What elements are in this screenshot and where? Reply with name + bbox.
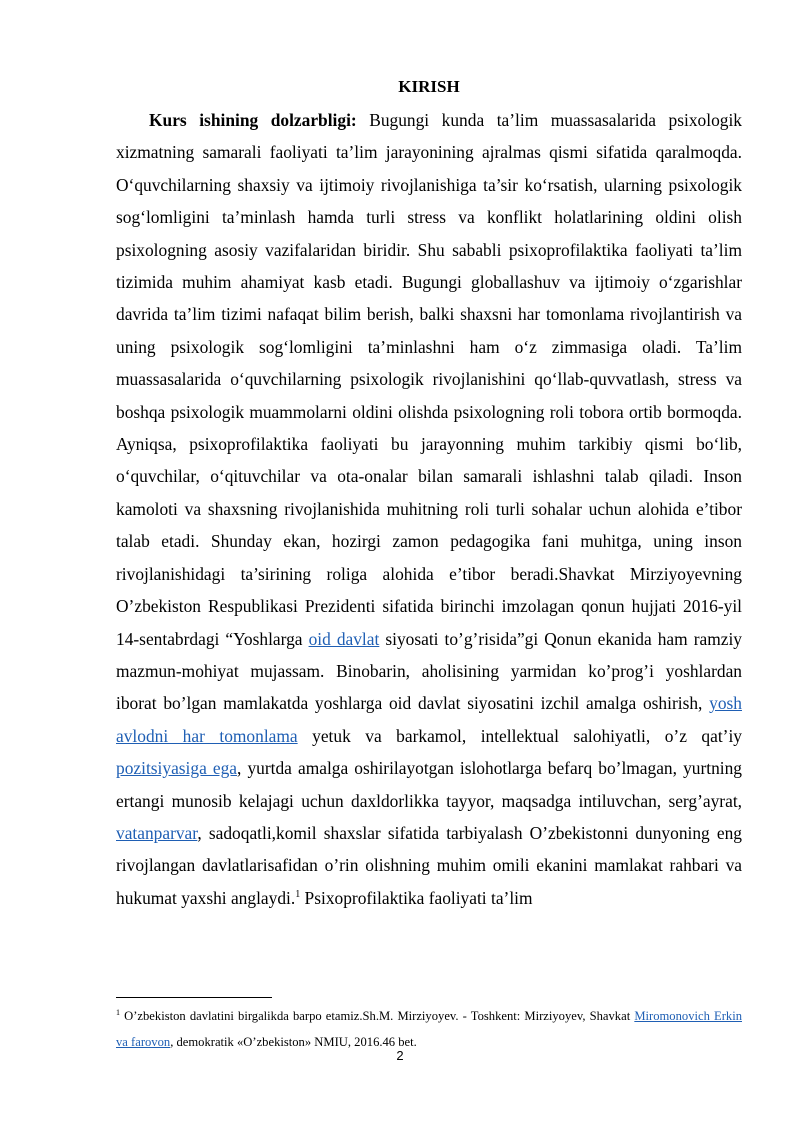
page-title: KIRISH <box>398 77 460 96</box>
link-yosh-avlodni[interactable]: yosh avlodni har tomonlama <box>116 693 742 746</box>
paragraph-lead: Kurs ishining dolzarbligi: <box>149 110 357 130</box>
footnote-text: , demokratik «O’zbekiston» NMIU, 2016.46 bet. <box>170 1035 417 1049</box>
paragraph-text: yetuk va barkamol, intellektual salohiyatli, o’z qat’iy <box>297 725 742 746</box>
footnote-separator <box>116 997 272 998</box>
paragraph-text: Bugungi kunda ta’lim muassasalarida psixologik xizmatning samarali faoliyati ta’lim jarayonining ajralmas qismi sifatida qaralmoqda. O‘quvchilarning shaxsiy va ijtimoiy rivojlanishiga ta’sir ko‘rsatish, ularning psixologik sog‘lomligini ta’minlash hamda turli stress va konflikt holatlarining oldini olish psixologning asosiy vazifalaridan biridir. Shu sababli psixoprofilaktika faoliyati ta’lim tizimida muhim ahamiyat kasb etadi. Bugungi globallashuv va ijtimoiy o‘zgarishlar davrida ta’lim tizimi nafaqat bilim berish, balki shaxsni har tomonlama rivojlantirish va uning psixologik sog‘lomligini ta’minlashni ham o‘z zimmasiga oladi. Ta’lim muassasalarida o‘quvchilarning psixologik rivojlanishini qo‘llab-quvvatlash, stress va boshqa psixologik muammolarni oldini olishda psixologning roli tobora ortib bormoqda. Ayniqsa, psixoprofilaktika faoliyati bu jarayonning muhim tarkibiy qismi bo‘lib, o‘quvchilar, o‘qituvchilar va ota-onalar bilan samarali ishlashni talab qiladi. Inson kamoloti va shaxsning rivojlanishida muhitning roli turli sohalar uchun alohida e’tibor talab etadi. Shunday ekan, hozirgi zamon pedagogika fani muhitga, uning inson rivojlanishidagi ta’sirining roliga alohida e’tibor beradi.Shavkat Mirziyoyevning O’zbekiston Respublikasi Prezidenti sifatida birinchi imzolagan qonun hujjati 2016-yil 14-sentabrdagi “Yoshlarga <box>116 110 742 649</box>
paragraph-text: Psixoprofilaktika faoliyati ta’lim <box>300 887 533 908</box>
paragraph-text: , sadoqatli,komil shaxslar sifatida tarbiyalash O’zbekistonni dunyoning eng rivojlangan davlatlarisafidan o’rin olishning muhim omili ekanini mamlakat rahbari va hukumat yaxshi anglaydi. <box>116 822 742 908</box>
link-vatanparvar[interactable]: vatanparvar <box>116 822 198 843</box>
page-number: 2 <box>396 1048 404 1063</box>
paragraph-text: , yurtda amalga oshirilayotgan islohotlarga befarq bo’lmagan, yurtning ertangi munosib kelajagi uchun daxldorlikka tayyor, maqsadga intiluvchan, serg’ayrat, <box>116 758 743 811</box>
paragraph-text: siyosati to’g’risida”gi Qonun ekanida ham ramziy mazmun-mohiyat mujassam. Binobarin, aholisining yarmidan ko’prog’i yoshlardan iborat bo’lgan mamlakatda yoshlarga oid davlat siyosatini izchil amalga oshirish, <box>116 628 742 714</box>
footnote-reference[interactable]: 1 <box>295 888 301 900</box>
footnote-link[interactable]: Miromonovich Erkin va farovon <box>116 1009 742 1049</box>
link-pozitsiyasiga-ega[interactable]: pozitsiyasiga ega <box>116 758 238 779</box>
link-oid-davlat[interactable]: oid davlat <box>308 628 380 649</box>
footnote-mark: 1 <box>116 1007 120 1017</box>
footnote-text: O’zbekiston davlatini birgalikda barpo etamiz.Sh.M. Mirziyoyev. - Toshkent: Mirziyoyev, Shavkat <box>120 1009 635 1023</box>
main-paragraph <box>116 104 742 914</box>
